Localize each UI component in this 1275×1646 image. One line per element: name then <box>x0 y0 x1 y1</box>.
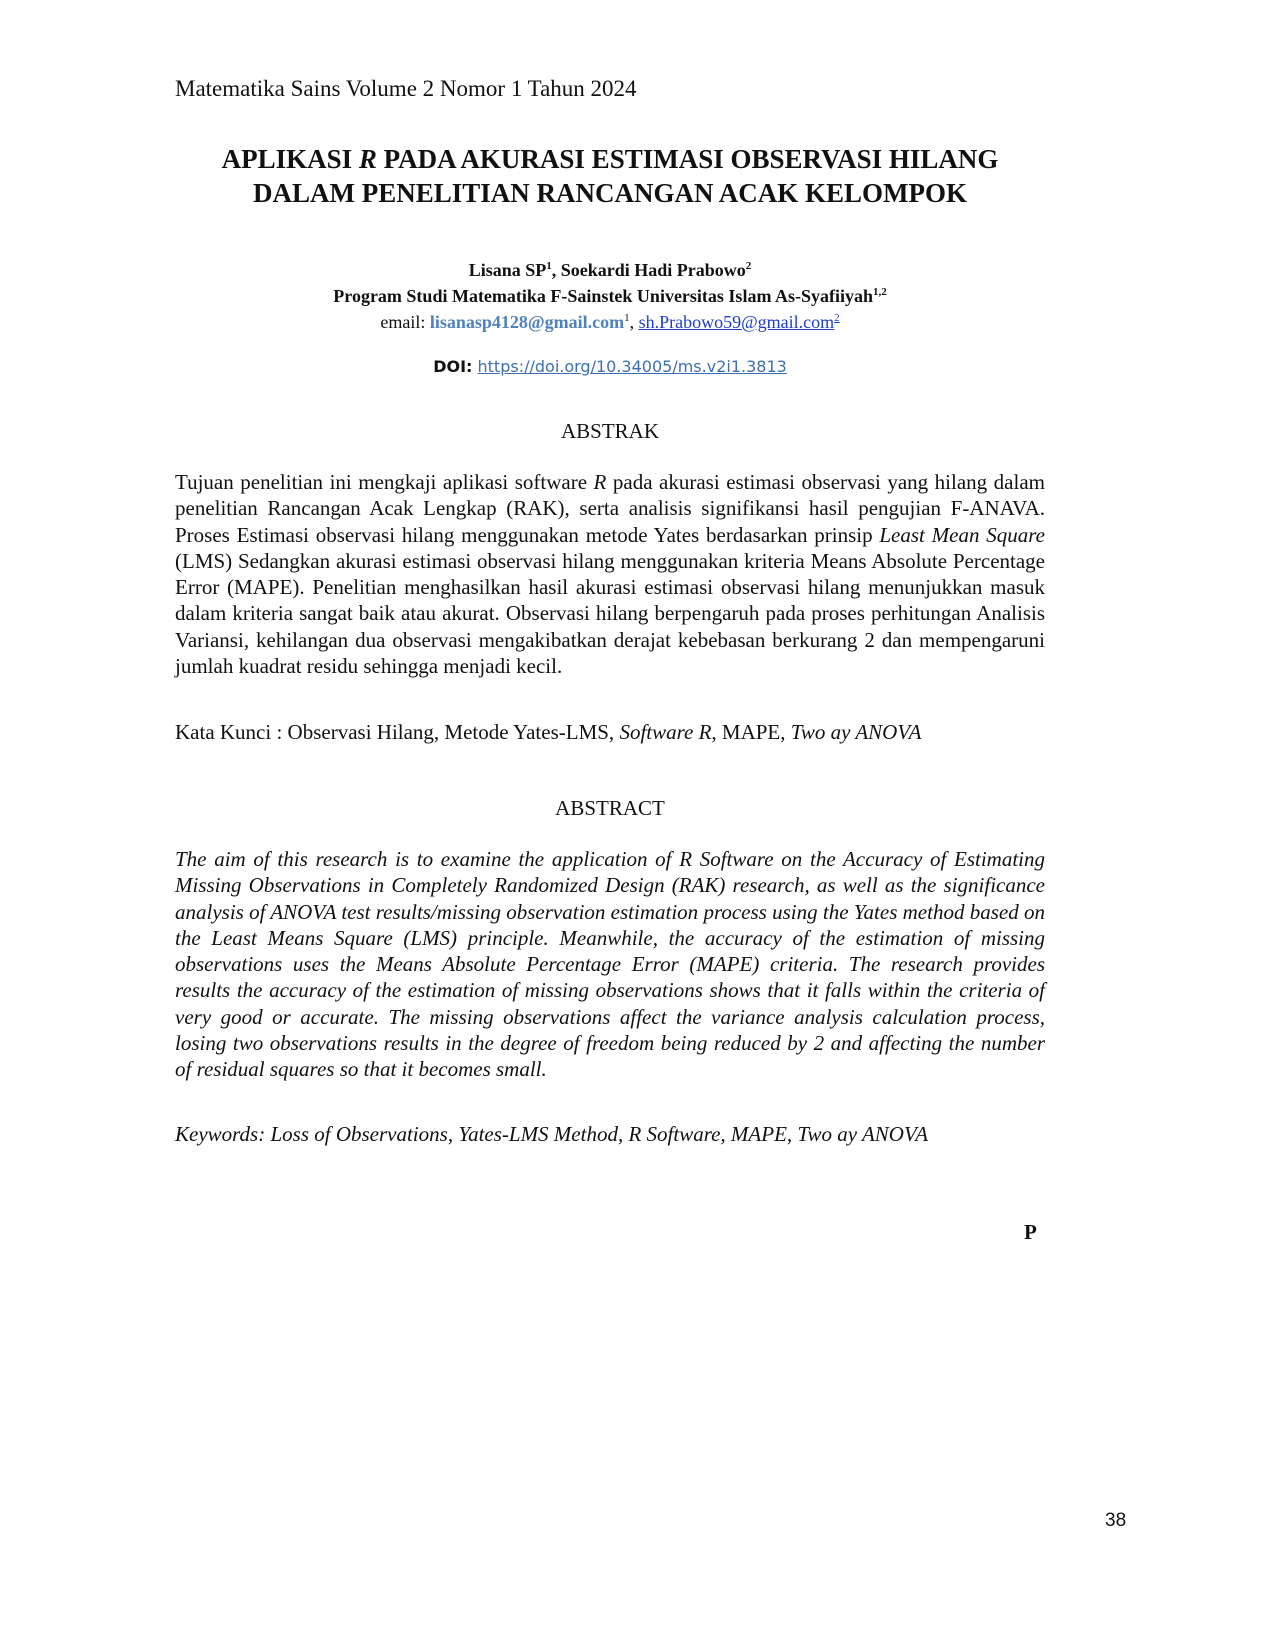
kata-kunci-text: Kata Kunci : Observasi Hilang, Metode Yates-LMS, <box>175 720 620 744</box>
email-1-link[interactable]: lisanasp4128@gmail.com <box>429 312 625 332</box>
title-italic-r: R <box>358 144 377 174</box>
author-names <box>175 257 1045 283</box>
affiliation <box>175 283 1045 309</box>
kata-kunci <box>175 720 1045 745</box>
keywords: Keywords: Loss of Observations, Yates-LMS Method, R Software, MAPE, Two ay ANOVA <box>175 1122 929 1146</box>
abstrak-italic-r: R <box>593 470 607 494</box>
doi-label: DOI: <box>433 357 473 376</box>
abstrak-text-1: Tujuan penelitian ini mengkaji aplikasi software <box>175 470 594 494</box>
email-sep: , <box>629 312 639 332</box>
author-block <box>175 257 1045 335</box>
title-line-1 <box>175 142 1045 176</box>
email-1-sup: 1 <box>624 312 630 324</box>
page-number: 38 <box>1105 1510 1127 1531</box>
email-2-link[interactable]: sh.Prabowo59@gmail.com <box>638 312 835 332</box>
abstrak-text-3: (LMS) Sedangkan akurasi estimasi observasi hilang menggunakan kriteria Means Absolute Percentage Error (MAPE). Penelitian menghasilkan hasil akurasi estimasi observasi hilang menunjukkan masuk dalam kriteria sangat baik atau akurat. Observasi hilang berpengaruh pada proses perhitungan Analisis Variansi, kehilangan dua observasi mengakibatkan derajat kebebasan berkurang 2 dan mempengaruni jumlah kuadrat residu sehingga menjadi kecil. <box>175 548 1045 679</box>
title-text: PADA AKURASI ESTIMASI OBSERVASI HILANG <box>376 144 999 174</box>
paper-title <box>175 142 1045 210</box>
abstrak-paragraph <box>175 469 1045 679</box>
author-2: Soekardi Hadi Prabowo <box>560 260 746 280</box>
kata-kunci-text-mid: , MAPE, <box>711 720 791 744</box>
abstract-heading: ABSTRACT <box>555 796 665 820</box>
affiliation-text: Program Studi Matematika F-Sainstek Universitas Islam As-Syafiiyah <box>333 286 873 306</box>
author-1: Lisana SP <box>468 260 547 280</box>
journal-header: Matematika Sains Volume 2 Nomor 1 Tahun 2024 <box>175 76 637 101</box>
title-line-2: DALAM PENELITIAN RANCANGAN ACAK KELOMPOK <box>252 178 968 208</box>
doi-line <box>175 357 1045 376</box>
title-text: APLIKASI <box>221 144 359 174</box>
abstract-paragraph: The aim of this research is to examine the application of R Software on the Accuracy of Estimating Missing Observations in Completely Randomized Design (RAK) research, as well as the significance analysis of ANOVA test results/missing observation estimation process using the Yates method based on the Least Means Square (LMS) principle. Meanwhile, the accuracy of the estimation of missing observations uses the Means Absolute Percentage Error (MAPE) criteria. The research provides results the accuracy of the estimation of missing observations shows that it falls within the criteria of very good or accurate. The missing observations affect the variance analysis calculation process, losing two observations results in the degree of freedom being reduced by 2 and affecting the number of residual squares so that it becomes small. <box>175 847 1045 1082</box>
author-sep: , <box>551 260 561 280</box>
email-line <box>175 309 1045 335</box>
abstrak-heading: ABSTRAK <box>560 419 660 443</box>
author-1-sup: 1 <box>546 260 552 272</box>
abstrak-italic-lms: Least Mean Square <box>879 522 1045 547</box>
kata-kunci-italic-2: Two ay ANOVA <box>790 720 922 744</box>
stray-letter: P <box>1024 1220 1037 1244</box>
email-label: email: <box>380 312 430 332</box>
email-2-sup: 2 <box>834 312 840 324</box>
affiliation-sup: 1,2 <box>872 286 887 298</box>
abstrak-text-2: pada akurasi estimasi observasi yang hilang dalam penelitian Rancangan Acak Lengkap (RAK), serta analisis signifikansi hasil pengujian F-ANAVA. Proses Estimasi observasi hilang menggunakan metode Yates berdasarkan prinsip <box>175 470 1045 547</box>
doi-link[interactable]: https://doi.org/10.34005/ms.v2i1.3813 <box>477 357 787 376</box>
kata-kunci-italic-1: Software R <box>619 720 712 744</box>
author-2-sup: 2 <box>745 260 752 272</box>
